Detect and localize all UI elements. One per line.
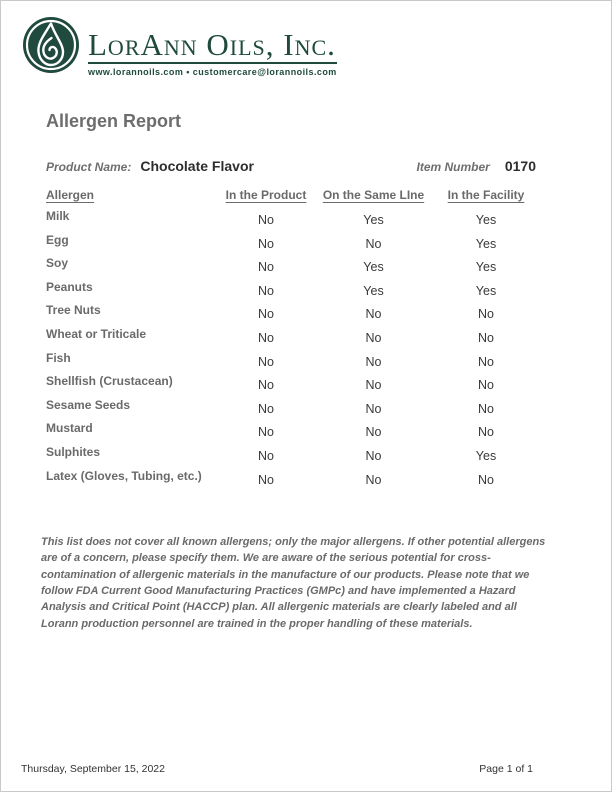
company-header bbox=[22, 16, 611, 77]
allergen-name: Wheat or Triticale bbox=[46, 326, 147, 341]
same-line-value: Yes bbox=[363, 260, 384, 275]
in-product-value: No bbox=[258, 425, 274, 440]
facility-value: Yes bbox=[475, 448, 497, 463]
brand-block bbox=[88, 16, 337, 77]
in-product-value: No bbox=[258, 236, 274, 251]
same-line-value: No bbox=[365, 401, 382, 416]
brand-divider bbox=[88, 62, 337, 64]
company-name: LorAnn Oils, Inc. bbox=[88, 27, 336, 62]
column-header-on-the-same-line: On the Same LIne bbox=[322, 188, 425, 202]
product-name-value: Chocolate Flavor bbox=[140, 158, 254, 174]
allergen-table-header bbox=[46, 188, 541, 202]
page-title: Allergen Report bbox=[46, 111, 182, 131]
table-row bbox=[46, 469, 541, 493]
table-row bbox=[46, 445, 541, 469]
company-contact: www.lorannoils.com • customercare@lorannoils.com bbox=[88, 67, 337, 77]
facility-value: Yes bbox=[475, 283, 497, 298]
same-line-value: No bbox=[365, 378, 382, 393]
allergen-name: Shellfish (Crustacean) bbox=[46, 374, 173, 389]
same-line-value: No bbox=[365, 448, 382, 463]
same-line-value: Yes bbox=[363, 283, 384, 298]
footer-page-number: Page 1 of 1 bbox=[479, 763, 533, 775]
in-product-value: No bbox=[258, 354, 274, 369]
facility-value: No bbox=[478, 401, 494, 416]
same-line-value: No bbox=[365, 307, 382, 322]
in-product-value: No bbox=[258, 330, 274, 345]
facility-value: No bbox=[478, 472, 494, 487]
allergen-name: Sulphites bbox=[46, 444, 101, 459]
facility-value: No bbox=[478, 425, 494, 440]
in-product-value: No bbox=[258, 307, 274, 322]
in-product-value: No bbox=[258, 401, 274, 416]
allergen-table bbox=[46, 188, 541, 492]
table-row bbox=[46, 398, 541, 422]
product-name-group bbox=[46, 158, 254, 174]
facility-value: No bbox=[478, 378, 494, 393]
table-row bbox=[46, 209, 541, 233]
footer-date: Thursday, September 15, 2022 bbox=[21, 763, 165, 775]
allergen-name: Egg bbox=[46, 232, 69, 247]
column-header-allergen: Allergen bbox=[46, 188, 95, 202]
table-row bbox=[46, 256, 541, 280]
table-row bbox=[46, 233, 541, 257]
allergen-name: Mustard bbox=[46, 421, 93, 436]
page-footer bbox=[21, 763, 533, 775]
same-line-value: No bbox=[365, 425, 382, 440]
facility-value: No bbox=[478, 354, 494, 369]
table-row bbox=[46, 421, 541, 445]
same-line-value: No bbox=[365, 330, 382, 345]
product-info-row bbox=[46, 158, 566, 176]
same-line-value: No bbox=[365, 354, 382, 369]
table-row bbox=[46, 280, 541, 304]
item-number-label: Item Number bbox=[416, 160, 490, 174]
allergen-name: Milk bbox=[46, 209, 70, 223]
column-header-in-the-facility: In the Facility bbox=[447, 188, 525, 202]
table-row bbox=[46, 303, 541, 327]
facility-value: Yes bbox=[475, 260, 497, 275]
flame-drop-icon bbox=[22, 16, 80, 74]
same-line-value: No bbox=[365, 236, 382, 251]
allergen-name: Fish bbox=[46, 350, 71, 365]
allergen-table-body bbox=[46, 209, 541, 492]
product-name-label: Product Name: bbox=[46, 160, 132, 174]
in-product-value: No bbox=[258, 260, 274, 275]
table-row bbox=[46, 351, 541, 375]
facility-value: Yes bbox=[475, 213, 497, 227]
in-product-value: No bbox=[258, 213, 274, 227]
table-row bbox=[46, 374, 541, 398]
in-product-value: No bbox=[258, 472, 274, 487]
in-product-value: No bbox=[258, 378, 274, 393]
allergen-name: Soy bbox=[46, 256, 69, 271]
disclaimer-text: This list does not cover all known allergens; only the major allergens. If other potential allergens are of a concern, please specify them. We are aware of the serious potential for cross-contamination of allergenic materials in the manufacture of our products. Please note that we follow FDA Current Good Manufacturing Practices (GMPc) and have implemented a Hazard Analysis and Critical Point (HACCP) plan. All allergenic materials are clearly labeled and all Lorann production personnel are trained in the proper handling of these materials. bbox=[41, 536, 546, 630]
facility-value: No bbox=[478, 307, 494, 322]
column-header-in-the-product: In the Product bbox=[225, 188, 307, 202]
allergen-name: Latex (Gloves, Tubing, etc.) bbox=[46, 468, 202, 483]
allergen-name: Tree Nuts bbox=[46, 303, 101, 318]
allergen-name: Sesame Seeds bbox=[46, 397, 131, 412]
table-row bbox=[46, 327, 541, 351]
in-product-value: No bbox=[258, 283, 274, 298]
item-number-value: 0170 bbox=[504, 158, 536, 174]
in-product-value: No bbox=[258, 448, 274, 463]
facility-value: No bbox=[478, 330, 494, 345]
same-line-value: Yes bbox=[363, 213, 384, 227]
item-number-group bbox=[416, 158, 536, 174]
facility-value: Yes bbox=[475, 236, 497, 251]
allergen-name: Peanuts bbox=[46, 279, 93, 294]
same-line-value: No bbox=[365, 472, 382, 487]
